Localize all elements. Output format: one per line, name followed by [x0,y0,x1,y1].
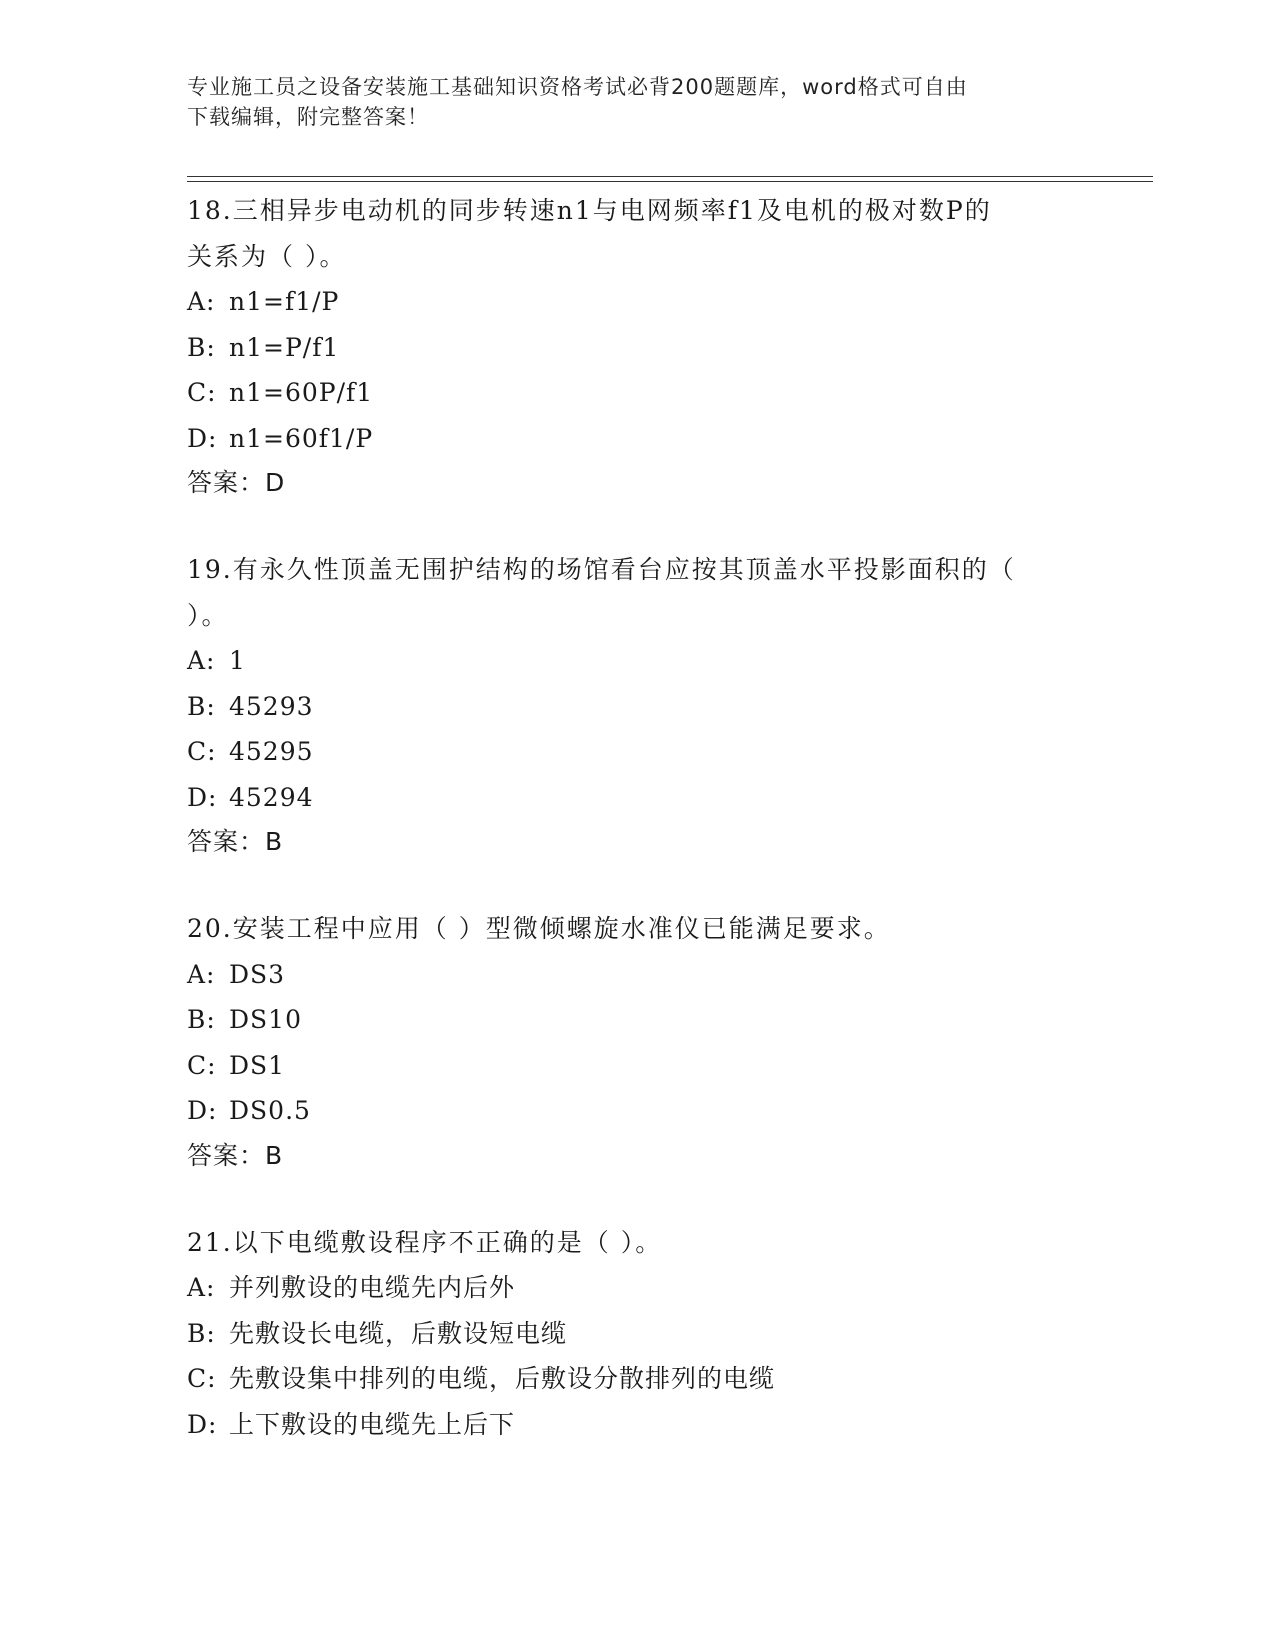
option-text: n1=60P/f1 [229,378,374,407]
option-d [187,416,1087,462]
option-letter: C: [187,737,217,766]
option-text: 先敷设集中排列的电缆，后敷设分散排列的电缆 [229,1364,776,1393]
option-text: 45295 [229,737,314,766]
option-letter: A: [187,646,216,675]
question-stem-line: 21.以下电缆敷设程序不正确的是（ ）。 [187,1227,663,1257]
option-letter: B: [187,1005,216,1034]
option-text: n1=60f1/P [229,423,374,453]
option-a [187,952,1087,998]
header-divider-top [187,176,1153,177]
option-letter: D: [187,782,218,812]
option-text: 45294 [229,782,314,812]
option-text: 1 [229,646,246,675]
option-b [187,325,1087,371]
option-a [187,1265,1087,1311]
question-stem-line: 18.三相异步电动机的同步转速n1与电网频率f1及电机的极对数P的 [187,196,992,225]
option-text: 上下敷设的电缆先上后下 [229,1409,516,1439]
option-c [187,1043,1087,1089]
option-letter: D: [187,1096,218,1125]
question-21 [187,1220,1087,1448]
option-letter: D: [187,1409,218,1439]
document-header [187,72,1067,132]
option-text: DS0.5 [229,1096,311,1125]
option-text: n1=f1/P [229,287,340,316]
header-divider-bottom [187,181,1153,182]
option-letter: D: [187,423,218,453]
answer-label: 答案：B [187,1140,284,1170]
question-20 [187,906,1087,1178]
option-letter: B: [187,1318,216,1348]
question-stem-line: 19.有永久性顶盖无围护结构的场馆看台应按其顶盖水平投影面积的（ [187,555,1016,584]
option-text: DS1 [229,1050,286,1080]
option-d [187,1088,1087,1134]
option-d [187,775,1087,821]
question-18 [187,188,1087,505]
header-line-2: 下载编辑，附完整答案！ [187,105,429,129]
question-stem-line: 20.安装工程中应用（ ）型微倾螺旋水准仪已能满足要求。 [187,914,891,943]
question-19 [187,547,1087,864]
question-stem-line: 关系为（ ）。 [187,241,347,271]
option-letter: A: [187,959,216,989]
option-text: 先敷设长电缆，后敷设短电缆 [229,1318,568,1348]
question-list [187,188,1087,1447]
option-text: DS3 [229,959,286,989]
option-c [187,1356,1087,1402]
option-a [187,279,1087,325]
option-b [187,997,1087,1043]
option-letter: C: [187,1050,217,1080]
option-letter: C: [187,1364,217,1393]
option-letter: A: [187,287,216,316]
option-text: 45293 [229,691,314,721]
option-b [187,1311,1087,1357]
option-c [187,729,1087,775]
option-a [187,638,1087,684]
option-text: DS10 [229,1005,302,1034]
option-text: n1=P/f1 [229,332,340,362]
option-letter: B: [187,332,216,362]
option-b [187,684,1087,730]
option-letter: C: [187,378,217,407]
header-line-1: 专业施工员之设备安装施工基础知识资格考试必背200题题库，word格式可自由 [187,75,968,99]
question-stem-line: ）。 [187,600,229,630]
answer-label: 答案：B [187,827,284,856]
option-letter: A: [187,1273,216,1302]
option-d [187,1402,1087,1448]
option-c [187,370,1087,416]
option-text: 并列敷设的电缆先内后外 [229,1273,516,1302]
answer-label: 答案：D [187,468,286,497]
option-letter: B: [187,691,216,721]
